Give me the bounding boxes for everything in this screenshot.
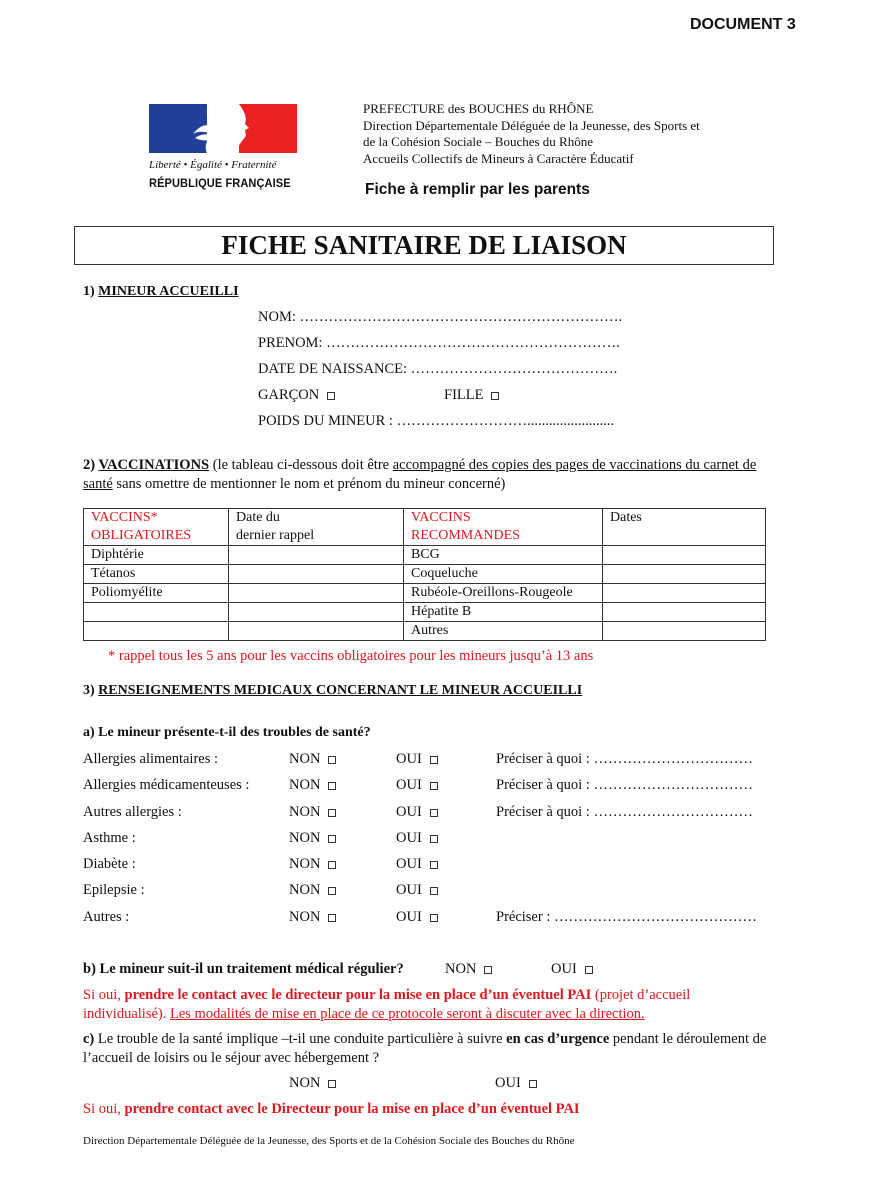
oui-checkbox[interactable] [430, 835, 438, 843]
pai-note-b: Si oui, prendre le contact avec le directeur pour la mise en place d’un éventuel PAI (projet d’accueil individualisé). Les modalités de mise en place de ce protocole seront à discuter avec la direction. [83, 987, 691, 1022]
republique-francaise-logo [149, 104, 297, 194]
pai-note-c: Si oui, prendre contact avec le Directeur pour la mise en place d’un éventuel PAI [83, 1101, 580, 1117]
non-checkbox[interactable] [328, 1080, 336, 1088]
oui-checkbox[interactable] [529, 1080, 537, 1088]
date-cell[interactable] [603, 584, 766, 603]
garcon-checkbox[interactable] [327, 392, 335, 400]
question-c: c) Le trouble de la santé implique –t-il une conduite particulière à suivre en cas d’urgence pendant le déroulement de l’accueil de loisirs ou le séjour avec hébergement ? [83, 1031, 767, 1066]
condition-detail-field[interactable]: Préciser à quoi : …………………………… [496, 777, 753, 793]
oui-checkbox[interactable] [585, 966, 593, 974]
header-line: Accueils Collectifs de Mineurs à Caractère Éducatif [363, 150, 634, 166]
date-cell[interactable] [603, 546, 766, 565]
header-vaccins-obligatoires: VACCINS* OBLIGATOIRES [84, 509, 229, 546]
fille-option[interactable]: FILLE [444, 387, 499, 404]
condition-label: Autres allergies : [83, 804, 182, 820]
header-date-rappel: Date du dernier rappel [229, 509, 404, 546]
non-checkbox[interactable] [328, 835, 336, 843]
oui-checkbox[interactable] [430, 809, 438, 817]
date-cell[interactable] [229, 584, 404, 603]
vaccine-name: Coqueluche [404, 565, 603, 584]
vaccine-name: Tétanos [84, 565, 229, 584]
oui-checkbox[interactable] [430, 756, 438, 764]
table-header-row [84, 509, 766, 546]
date-cell[interactable] [603, 622, 766, 641]
condition-oui-option[interactable]: OUI [396, 882, 438, 899]
condition-non-option[interactable]: NON [289, 804, 336, 821]
condition-label: Autres : [83, 909, 130, 925]
header-vaccins-recommandes: VACCINS RECOMMANDES [404, 509, 603, 546]
date-cell[interactable] [229, 603, 404, 622]
question-b-non[interactable]: NON [445, 961, 492, 978]
condition-non-option[interactable]: NON [289, 830, 336, 847]
marianne-flag-icon [149, 104, 297, 153]
condition-oui-option[interactable]: OUI [396, 909, 438, 926]
header-line: PREFECTURE des BOUCHES du RHÔNE [363, 101, 594, 116]
question-a: a) Le mineur présente-t-il des troubles de santé? [83, 725, 371, 740]
question-c-oui[interactable]: OUI [495, 1075, 537, 1092]
page-title-box [74, 226, 774, 265]
section-2-intro: 2) VACCINATIONS (le tableau ci-dessous doit être accompagné des copies des pages de vaccinations du carnet de santé sans omettre de mentionner le nom et prénom du mineur concerné) [83, 457, 757, 492]
condition-non-option[interactable]: NON [289, 909, 336, 926]
date-cell[interactable] [603, 565, 766, 584]
table-row [84, 565, 766, 584]
condition-label: Allergies médicamenteuses : [83, 777, 250, 793]
table-row [84, 603, 766, 622]
date-cell[interactable] [603, 603, 766, 622]
condition-label: Diabète : [83, 856, 136, 872]
page-title: FICHE SANITAIRE DE LIAISON [221, 230, 627, 260]
garcon-option[interactable]: GARÇON [258, 387, 335, 404]
question-c-non[interactable]: NON [289, 1075, 336, 1092]
condition-oui-option[interactable]: OUI [396, 830, 438, 847]
condition-non-option[interactable]: NON [289, 882, 336, 899]
footer: Direction Départementale Déléguée de la Jeunesse, des Sports et de la Cohésion Sociale des Bouches du Rhône [83, 1135, 575, 1147]
republique-label: RÉPUBLIQUE FRANÇAISE [149, 176, 291, 190]
condition-non-option[interactable]: NON [289, 751, 336, 768]
condition-oui-option[interactable]: OUI [396, 751, 438, 768]
poids-field[interactable]: POIDS DU MINEUR : ………………………........................ [258, 413, 615, 429]
section-1-heading: 1) MINEUR ACCUEILLI [83, 284, 239, 299]
vaccine-name: BCG [404, 546, 603, 565]
condition-oui-option[interactable]: OUI [396, 804, 438, 821]
prenom-field[interactable]: PRENOM: ……………………………………………………. [258, 335, 620, 351]
vaccine-name: Autres [404, 622, 603, 641]
document-label: DOCUMENT 3 [690, 16, 796, 33]
table-row [84, 622, 766, 641]
condition-detail-field[interactable]: Préciser à quoi : …………………………… [496, 804, 753, 820]
vaccine-name [84, 603, 229, 622]
vaccination-note: * rappel tous les 5 ans pour les vaccins obligatoires pour les mineurs jusqu’à 13 ans [108, 648, 594, 664]
section-3-heading: 3) RENSEIGNEMENTS MEDICAUX CONCERNANT LE MINEUR ACCUEILLI [83, 683, 583, 698]
condition-label: Allergies alimentaires : [83, 751, 219, 767]
subtitle: Fiche à remplir par les parents [365, 181, 590, 198]
condition-label: Asthme : [83, 830, 136, 846]
header-dates: Dates [603, 509, 766, 546]
vaccine-name [84, 622, 229, 641]
date-cell[interactable] [229, 622, 404, 641]
table-row [84, 546, 766, 565]
motto: Liberté • Égalité • Fraternité [149, 159, 277, 171]
nom-field[interactable]: NOM: …………………………………………………………. [258, 309, 623, 325]
condition-label: Epilepsie : [83, 882, 145, 898]
vaccinations-table [83, 508, 766, 641]
vaccine-name: Poliomyélite [84, 584, 229, 603]
non-checkbox[interactable] [328, 756, 336, 764]
oui-checkbox[interactable] [430, 782, 438, 790]
date-cell[interactable] [229, 565, 404, 584]
vaccine-name: Rubéole-Oreillons-Rougeole [404, 584, 603, 603]
header-line: de la Cohésion Sociale – Bouches du Rhône [363, 134, 593, 149]
table-row [84, 584, 766, 603]
vaccine-name: Diphtérie [84, 546, 229, 565]
oui-checkbox[interactable] [430, 887, 438, 895]
oui-checkbox[interactable] [430, 914, 438, 922]
question-b: b) Le mineur suit-il un traitement médical régulier? [83, 961, 404, 977]
date-naissance-field[interactable]: DATE DE NAISSANCE: ……………………………………. [258, 361, 618, 377]
prefecture-header [363, 101, 700, 167]
question-b-oui[interactable]: OUI [551, 961, 593, 978]
oui-checkbox[interactable] [430, 861, 438, 869]
vaccine-name: Hépatite B [404, 603, 603, 622]
non-checkbox[interactable] [328, 782, 336, 790]
condition-detail-field[interactable]: Préciser : …………………………………… [496, 909, 757, 925]
header-line: Direction Départementale Déléguée de la Jeunesse, des Sports et [363, 117, 700, 133]
non-checkbox[interactable] [328, 861, 336, 869]
non-checkbox[interactable] [328, 914, 336, 922]
condition-detail-field[interactable]: Préciser à quoi : …………………………… [496, 751, 753, 767]
condition-oui-option[interactable]: OUI [396, 856, 438, 873]
non-checkbox[interactable] [484, 966, 492, 974]
non-checkbox[interactable] [328, 809, 336, 817]
non-checkbox[interactable] [328, 887, 336, 895]
condition-oui-option[interactable]: OUI [396, 777, 438, 794]
fille-checkbox[interactable] [491, 392, 499, 400]
date-cell[interactable] [229, 546, 404, 565]
condition-non-option[interactable]: NON [289, 777, 336, 794]
condition-non-option[interactable]: NON [289, 856, 336, 873]
